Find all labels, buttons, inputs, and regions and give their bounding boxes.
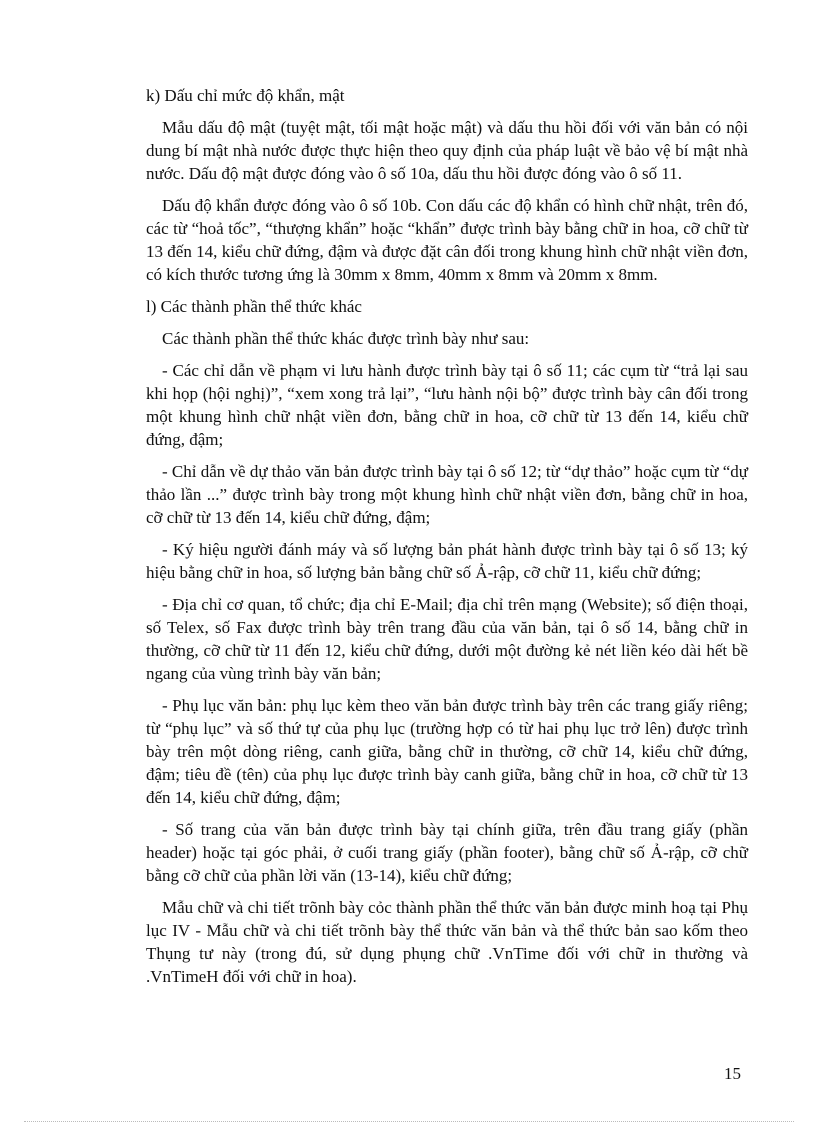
section-l-heading: l) Các thành phần thể thức khác — [146, 297, 362, 316]
section-l-intro: Các thành phần thể thức khác được trình bày như sau: — [162, 329, 530, 348]
list-item: - Ký hiệu người đánh máy và số lượng bản phát hành được trình bày tại ô số 13; ký hiệu bằng chữ in hoa, số lượng bản bằng chữ số Ả-rập, cỡ chữ 11, kiểu chữ đứng; — [146, 540, 748, 582]
section-k-paragraph-2: Dấu độ khẩn được đóng vào ô số 10b. Con dấu các độ khẩn có hình chữ nhật, trên đó, các từ “hoả tốc”, “thượng khẩn” hoặc “khẩn” được trình bày bằng chữ in hoa, cỡ chữ từ 13 đến 14, kiểu chữ đứng, đậm và được đặt cân đối trong khung hình chữ nhật viền đơn, có kích thước tương ứng là 30mm x 8mm, 40mm x 8mm và 20mm x 8mm. — [146, 196, 748, 284]
list-item: - Các chỉ dẫn về phạm vi lưu hành được trình bày tại ô số 11; các cụm từ “trả lại sau khi họp (hội nghị)”, “xem xong trả lại”, “lưu hành nội bộ” được trình bày cân đối trong một khung hình chữ nhật viền đơn, bằng chữ in hoa, cỡ chữ từ 13 đến 14, kiểu chữ đứng, đậm; — [146, 361, 748, 449]
list-item: - Phụ lục văn bản: phụ lục kèm theo văn bản được trình bày trên các trang giấy riêng; từ “phụ lục” và số thứ tự của phụ lục (trường hợp có từ hai phụ lục trở lên) được trình bày trên một dòng riêng, canh giữa, bằng chữ in thường, cỡ chữ 14, kiểu chữ đứng, đậm; tiêu đề (tên) của phụ lục được trình bày canh giữa, bằng chữ in hoa, cỡ chữ từ 13 đến 14, kiểu chữ đứng, đậm; — [146, 696, 748, 807]
page-number: 15 — [724, 1064, 741, 1083]
closing-paragraph: Mẫu chữ và chi tiết trõnh bày cỏc thành phần thể thức văn bản được minh hoạ tại Phụ lục IV - Mẫu chữ và chi tiết trõnh bày thể thức văn bản và thể thức bản sao kốm theo Thụng tư này (trong đú, sử dụng phụng chữ .VnTime đối với chữ in thường và .VnTimeH đối với chữ in hoa). — [146, 898, 748, 986]
section-k-paragraph-1: Mẫu dấu độ mật (tuyệt mật, tối mật hoặc mật) và dấu thu hồi đối với văn bản có nội dung bí mật nhà nước được thực hiện theo quy định của pháp luật về bảo vệ bí mật nhà nước. Dấu độ mật được đóng vào ô số 10a, dấu thu hồi được đóng vào ô số 11. — [146, 118, 748, 183]
page-bottom-divider — [24, 1121, 794, 1122]
list-item: - Chỉ dẫn về dự thảo văn bản được trình bày tại ô số 12; từ “dự thảo” hoặc cụm từ “dự thảo lần ...” được trình bày trong một khung hình chữ nhật viền đơn, bằng chữ in hoa, cỡ chữ từ 13 đến 14, kiểu chữ đứng, đậm; — [146, 462, 748, 527]
list-item: - Địa chỉ cơ quan, tổ chức; địa chỉ E-Mail; địa chỉ trên mạng (Website); số điện thoại, số Telex, số Fax được trình bày trên trang đầu của văn bản, tại ô số 14, bằng chữ in thường, cỡ chữ từ 11 đến 12, kiểu chữ đứng, dưới một đường kẻ nét liền kéo dài hết bề ngang của vùng trình bày văn bản; — [146, 595, 748, 683]
page-content — [146, 84, 748, 997]
list-item: - Số trang của văn bản được trình bày tại chính giữa, trên đầu trang giấy (phần header) hoặc tại góc phải, ở cuối trang giấy (phần footer), bằng chữ số Ả-rập, cỡ chữ bằng cỡ chữ của phần lời văn (13-14), kiểu chữ đứng; — [146, 820, 748, 885]
section-k-heading: k) Dấu chỉ mức độ khẩn, mật — [146, 86, 345, 105]
